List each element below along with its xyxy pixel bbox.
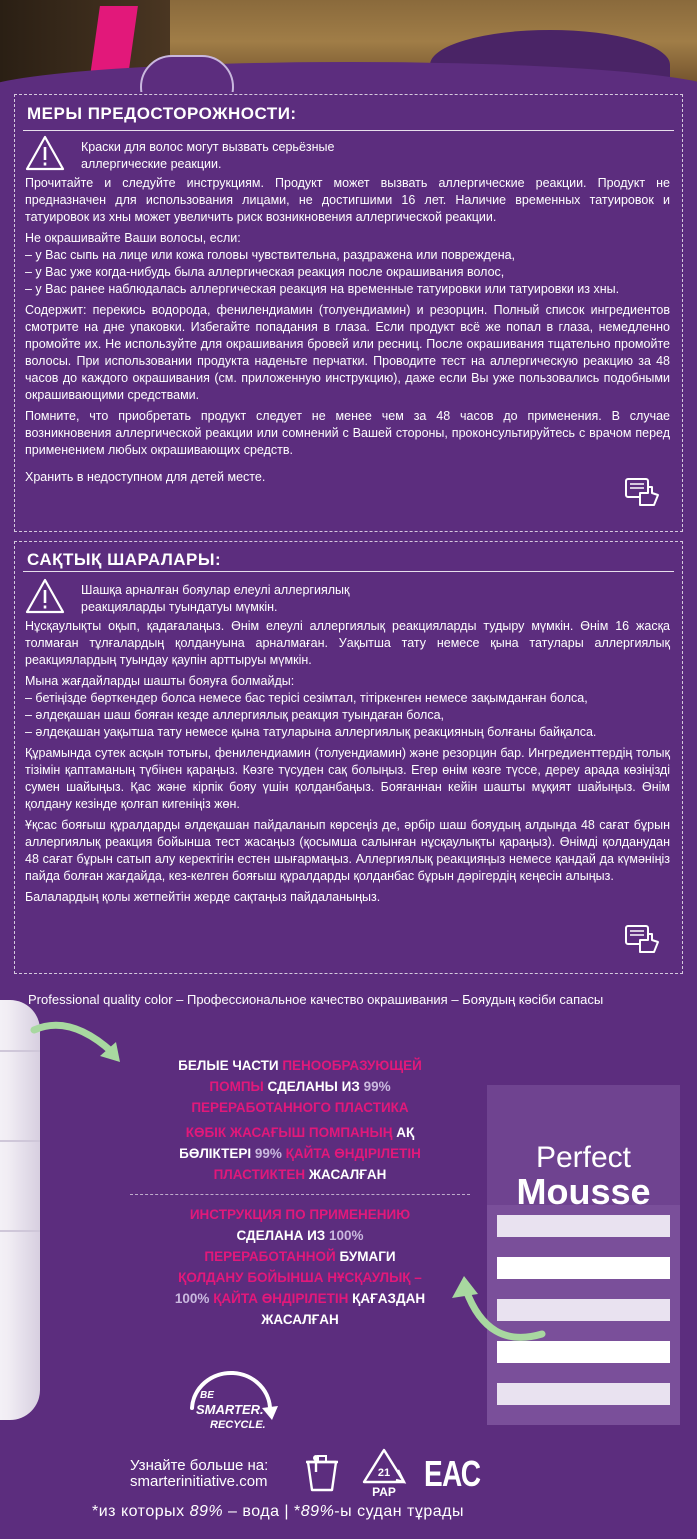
eco-text-ru-paper [120, 1204, 480, 1267]
eco-fragment: ҚОЛДАНУ БОЙЫНША НҰСҚАУЛЫҚ – [178, 1270, 422, 1285]
learn-more [130, 1458, 268, 1490]
eco-fragment: 99% [254, 1146, 282, 1161]
recycle-logo-recycle: RECYCLE. [210, 1419, 266, 1431]
warning-text [81, 582, 349, 616]
warning-text [81, 139, 334, 173]
paragraph: Ұқсас бояғыш құралдарды әлдеқашан пайдаланып көрсеңіз де, әрбір шаш бояудың алдында 48 сағат бұрын аллергиялық реакция бойынша тест жасаңыз (қосымша салынған нұсқаулықты қараңыз). Өнімді қолданудан 48 сағат бұрын сатып алу керектігін естен шығармаңыз. Аллергиялық реакцияңыз немесе қандай да күмәніңіз пайда болған жағдайда, кез-келген бояғыш құралдарды қолданбас бұрын дәрігердің кеңесін алыңыз. [25, 818, 670, 883]
instruction-leaflet-illustration [487, 1085, 680, 1425]
list-item: – у Вас ранее наблюдалась аллергическая реакция на временные татуировки или татуировки из хны. [25, 282, 620, 296]
paragraph: Помните, что приобретать продукт следует не менее чем за 48 часов до применения. В случае возникновения аллергической реакции или сомнений с Вашей стороны, проконсультируйтесь с врачом перед применением любых окрашивающих средств. [25, 409, 670, 457]
precautions-panel-kz [14, 541, 683, 974]
leaflet-stripe [497, 1215, 670, 1237]
panel-title: МЕРЫ ПРЕДОСТОРОЖНОСТИ: [27, 104, 297, 123]
eco-fragment: СДЕЛАНЫ ИЗ [263, 1079, 364, 1094]
precautions-panel-ru [14, 94, 683, 532]
eco-fragment: ҚАЙТА ӨНДІРІЛЕТІН [281, 1146, 421, 1161]
footnote-part: 89% [300, 1503, 335, 1520]
paragraph: Нұсқаулықты оқып, қадағалаңыз. Өнім елеулі аллергиялық реакцияларды тудыру мүмкін. Өнім 16 жасқа толмаған тұлғалардың қолдануына арналмаған. Уақытша тату немесе қына татулары аллергиялық реакциялардың туындау қаупін арттыруы мүмкін. [25, 619, 670, 667]
recycle-arrow-icon [172, 1368, 290, 1448]
footnote-part: 89% [189, 1503, 224, 1520]
eco-fragment: ПЕРЕРАБОТАННОЙ [204, 1249, 336, 1264]
eco-fragment: 100% [329, 1228, 364, 1243]
eco-fragment: ПЕРЕРАБОТАННОГО ПЛАСТИКА [191, 1100, 409, 1115]
warning-line: аллергические реакции. [81, 157, 222, 171]
eco-fragment: БУМАГИ [335, 1249, 396, 1264]
learn-more-label: Узнайте больше на: [130, 1457, 269, 1474]
warning-triangle-icon [25, 135, 65, 171]
panel-title: САҚТЫҚ ШАРАЛАРЫ: [27, 550, 222, 569]
list-item: – бетіңізде бөрткендер болса немесе бас терісі сезімтал, тітіркенген немесе зақымданған болса, [25, 691, 588, 705]
eco-fragment: ПЕНООБРАЗУЮЩЕЙ [282, 1058, 422, 1073]
title-divider [23, 130, 674, 131]
brand-logo [487, 1143, 680, 1211]
warning-line: Шашқа арналған бояулар елеулі аллергиялық [81, 583, 350, 597]
paragraph: Не окрашивайте Ваши волосы, если: [25, 231, 241, 245]
footnote-part: *из которых [92, 1503, 190, 1520]
eco-divider [130, 1194, 470, 1195]
eco-fragment: ПЛАСТИКТЕН [213, 1167, 306, 1182]
bottle-band [0, 1230, 40, 1232]
eco-fragment: ЖАСАЛҒАН [305, 1167, 387, 1182]
eac-mark-icon: ЕАС [424, 1453, 481, 1494]
paragraph: Прочитайте и следуйте инструкциям. Продукт может вызвать аллергические реакции. Продукт не предназначен для использования лицами, не достигшими 16 лет. Наличие временных татуировок и татуировок из хны может увеличить риск возникновения аллергической реакции. [25, 176, 670, 224]
eco-fragment: КӨБІК ЖАСАҒЫШ ПОМПАНЫҢ [185, 1125, 393, 1140]
paragraph: Құрамында сутек асқын тотығы, фенилендиамин (толуендиамин) және резорцин бар. Ингредиенттердің толық тізімін қаптаманың түбінен қараңыз. Көзге түсуден сақ болыңыз. Егер өнім көзге түссе, дереу арада көзіңізді сумен шайыңыз. Қас және кірпік бояу үшін қолданбаңыз. Бояғаннан кейін шашты мұқият шайыңыз. Өнім қолдану кезінде қолғап кигеніңіз жөн. [25, 746, 670, 811]
list-item: – у Вас уже когда-нибудь была аллергическая реакция после окрашивания волос, [25, 265, 505, 279]
footnote [92, 1503, 464, 1521]
paragraph: Хранить в недоступном для детей месте. [25, 470, 266, 484]
footnote-part: – вода | * [223, 1503, 301, 1520]
eco-fragment: АҚ [392, 1125, 415, 1140]
eco-text-ru-pump [120, 1055, 480, 1118]
footnote-part: -ы судан тұрады [334, 1503, 465, 1520]
eco-fragment: ИНСТРУКЦИЯ ПО ПРИМЕНЕНИЮ [189, 1207, 411, 1222]
curved-arrow-icon [30, 1012, 130, 1072]
eco-statements [120, 1055, 480, 1330]
warning-line: Краски для волос могут вызвать серьёзные [81, 140, 335, 154]
bottle-band [0, 1140, 40, 1142]
eco-fragment: БЕЛЫЕ ЧАСТИ [178, 1058, 283, 1073]
pap-recycle-icon [358, 1446, 410, 1498]
list-item: – әлдеқашан уақытша тату немесе қына татуларына аллергиялық реакцияның болғаны байқалса. [25, 725, 597, 739]
paragraph: Балалардың қолы жетпейтін жерде сақтаңыз пайдаланыңыз. [25, 890, 381, 904]
eco-fragment: ҚАҒАЗДАН [348, 1291, 426, 1306]
eco-fragment: ЖАСАЛҒАН [261, 1312, 339, 1327]
tagline: Professional quality color – Профессиональное качество окрашивания – Бояудың кәсіби сапасы [28, 992, 604, 1007]
precautions-body [25, 175, 670, 486]
eco-fragment: ҚАЙТА ӨНДІРІЛЕТІН [209, 1291, 349, 1306]
learn-more-url[interactable]: smarterinitiative.com [130, 1473, 268, 1490]
title-divider [23, 571, 674, 572]
leaflet-stripe [497, 1383, 670, 1405]
photo-round-logo [140, 55, 234, 92]
pap-label: PAP [372, 1485, 396, 1498]
glove-instruction-icon [624, 473, 662, 509]
warning-line: реакцияларды туындатуы мүмкін. [81, 600, 278, 614]
eco-text-kz-pump [120, 1122, 480, 1185]
glove-instruction-icon [624, 920, 662, 956]
brand-line: Mousse [516, 1171, 651, 1212]
bin-icon [300, 1450, 344, 1492]
eco-fragment: БӨЛІКТЕРІ [179, 1146, 255, 1161]
recycle-logo-smarter: SMARTER. [196, 1402, 264, 1417]
top-product-photo [0, 0, 697, 92]
paragraph: Мына жағдайларды шашты бояуға болмайды: [25, 674, 295, 688]
warning-triangle-icon [25, 578, 65, 614]
brand-line: Perfect [535, 1141, 632, 1174]
list-item: – әлдеқашан шаш бояған кезде аллергиялық реакция туындаған болса, [25, 708, 445, 722]
pap-number: 21 [377, 1467, 391, 1479]
curved-arrow-icon [448, 1272, 548, 1352]
precautions-body [25, 618, 670, 906]
eco-text-kz-paper [120, 1267, 480, 1330]
recycle-logo-be: BE [200, 1390, 214, 1401]
eco-fragment: 100% [174, 1291, 210, 1306]
list-item: – у Вас сыпь на лице или кожа головы чувствительна, раздражена или повреждена, [25, 248, 516, 262]
eco-fragment: СДЕЛАНА ИЗ [236, 1228, 330, 1243]
eco-fragment: 99% [363, 1079, 391, 1094]
eco-fragment: ПОМПЫ [209, 1079, 264, 1094]
paragraph: Содержит: перекись водорода, фенилендиамин (толуендиамин) и резорцин. Полный список ингредиентов смотрите на дне упаковки. Избегайте попадания в глаза. Если продукт всё же попал в глаза, немедленно промойте их. Не используйте для окрашивания бровей или ресниц. После окрашивания тщательно промойте волосы. При использовании продукта наденьте перчатки. Проводите тест на аллергическую реакцию за 48 часов до каждого окрашивания (см. приложенную инструкцию), даже если Вы уже пользовались подобными окрашивающими средствами. [25, 303, 670, 402]
